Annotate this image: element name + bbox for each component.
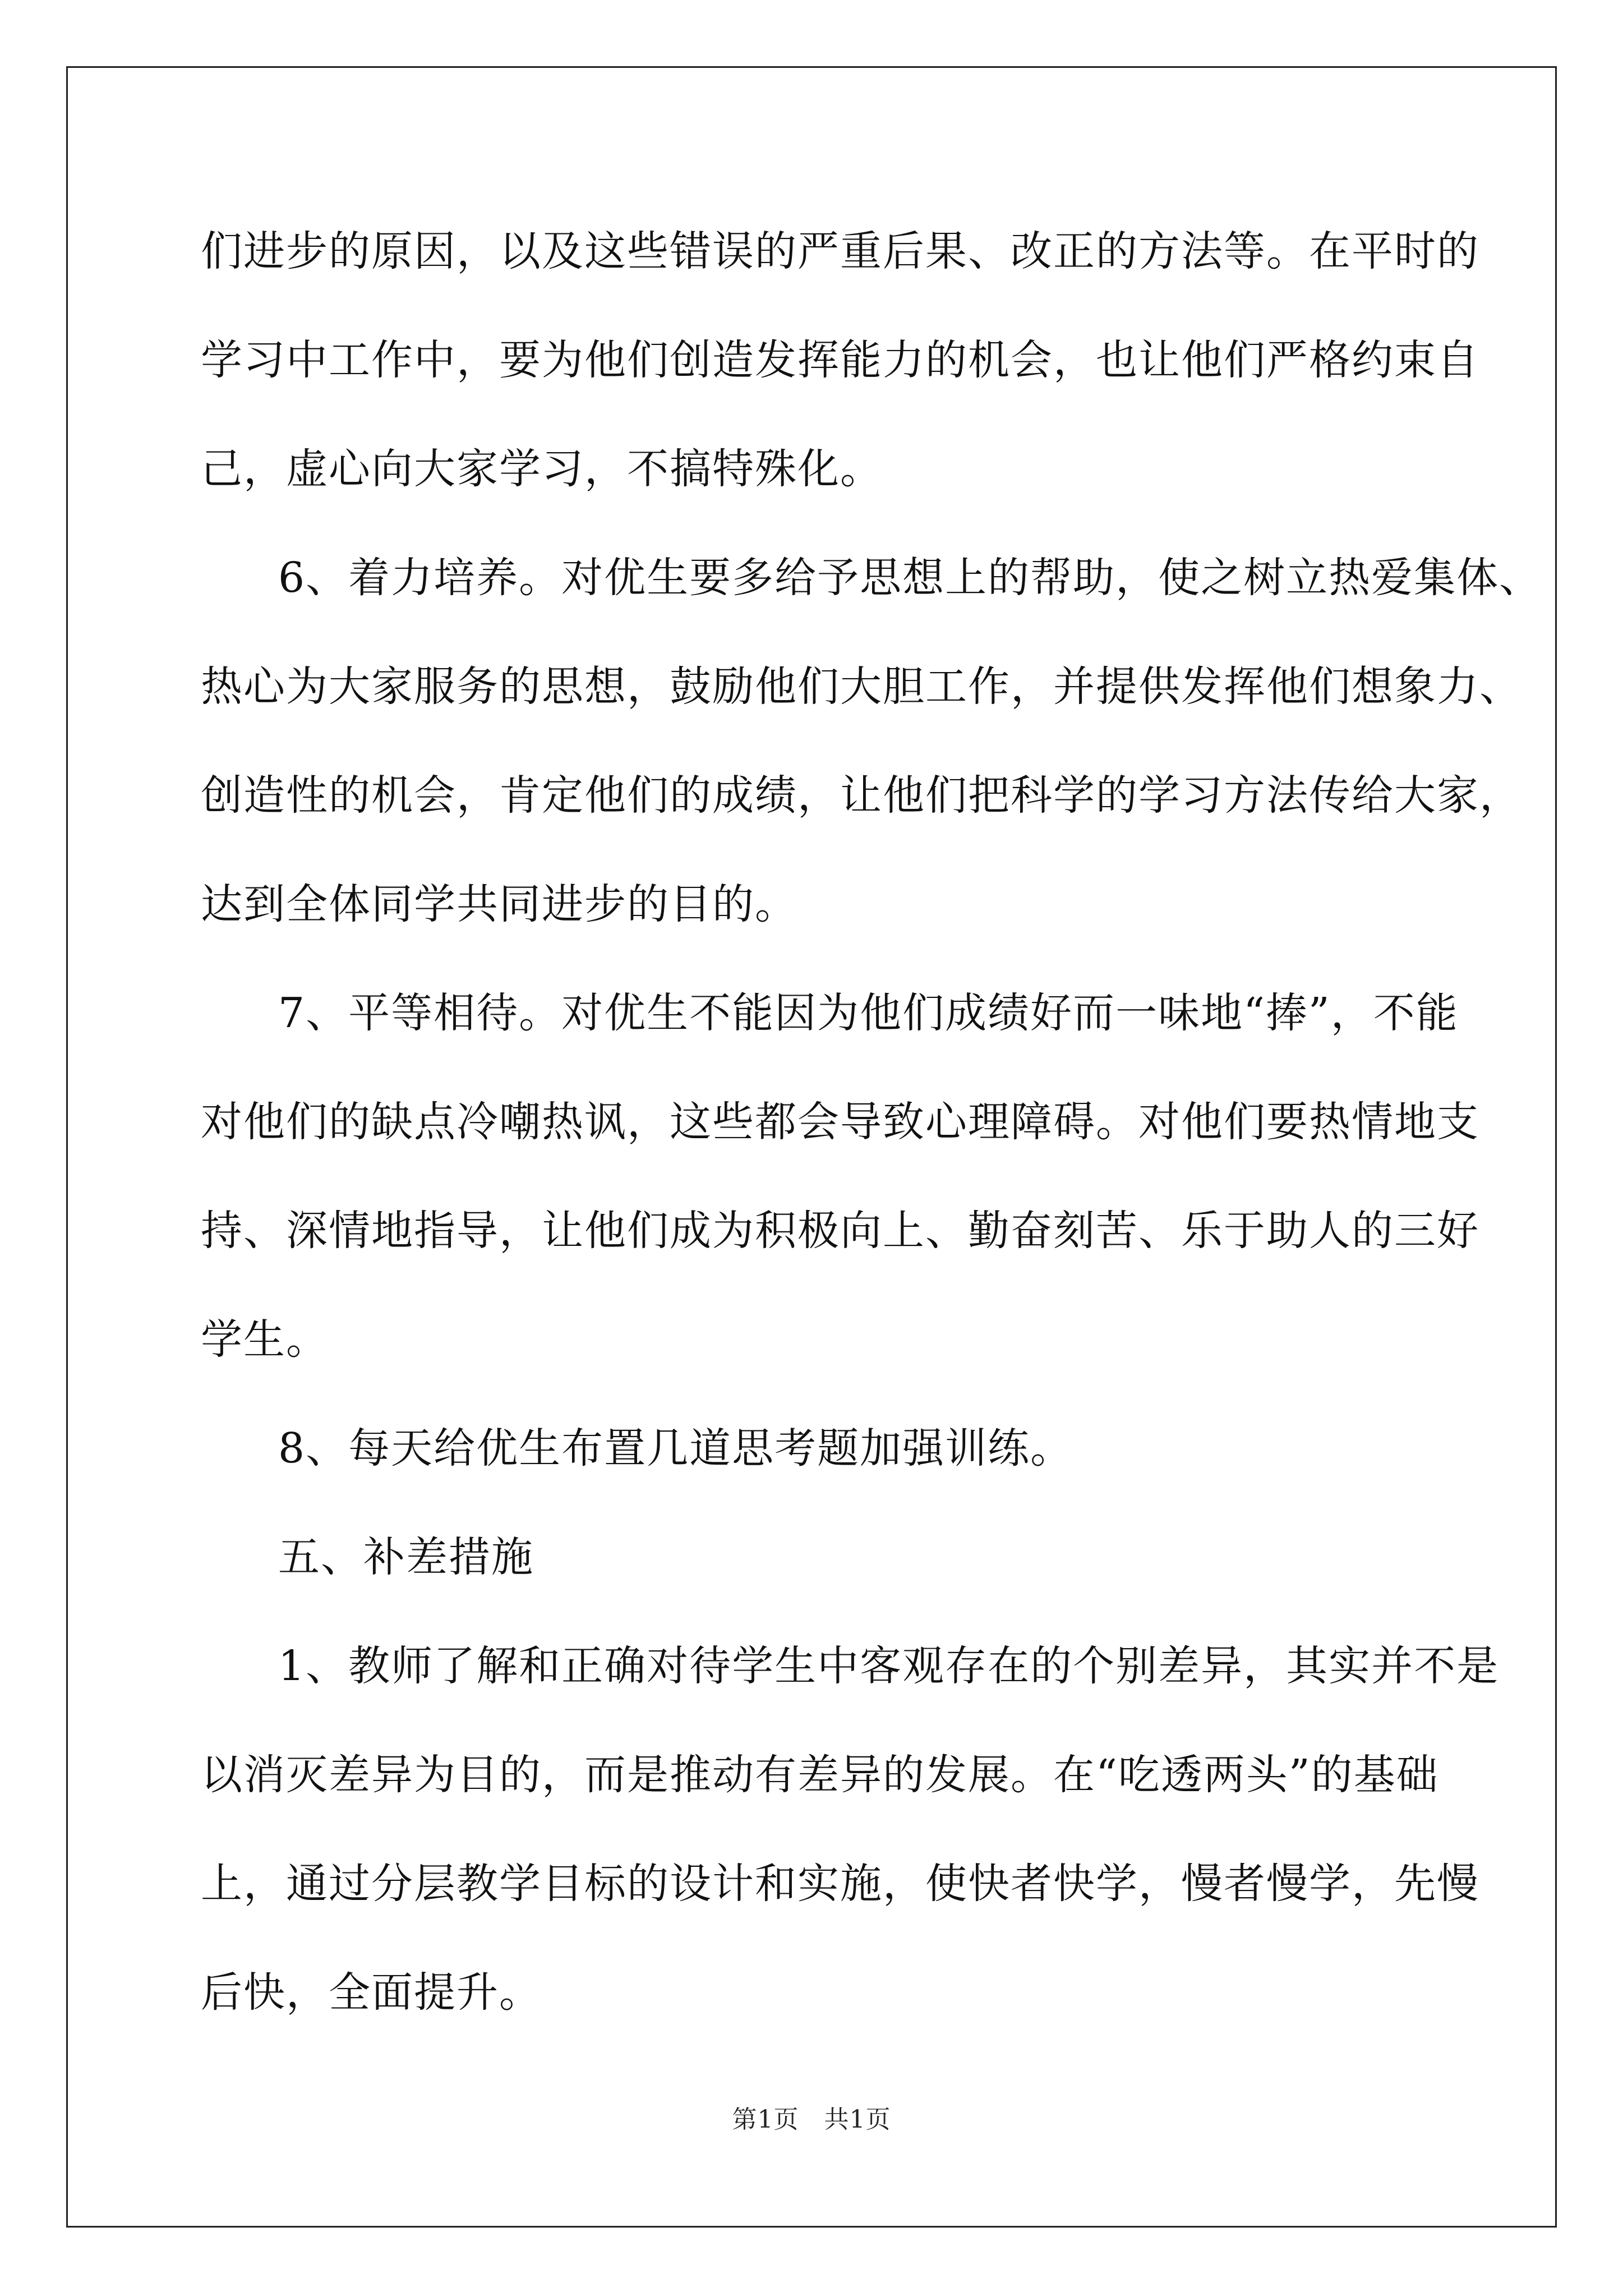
text-line: 上，通过分层教学目标的设计和实施，使快者快学，慢者慢学，先慢 bbox=[201, 1860, 1479, 1908]
text-line: 学生。 bbox=[201, 1315, 329, 1364]
text-line: 己，虚心向大家学习，不搞特殊化。 bbox=[201, 445, 883, 493]
text-line: 五、补差措施 bbox=[278, 1533, 534, 1581]
document-body bbox=[201, 212, 1542, 2062]
text-line: 对他们的缺点冷嘲热讽，这些都会导致心理障碍。对他们要热情地支 bbox=[201, 1098, 1479, 1146]
text-line: 热心为大家服务的思想，鼓励他们大胆工作，并提供发挥他们想象力、 bbox=[201, 662, 1522, 711]
text-line: 6、着力培养。对优生要多给予思想上的帮助，使之树立热爱集体、 bbox=[278, 554, 1542, 602]
text-line: 8、每天给优生布置几道思考题加强训练。 bbox=[278, 1424, 1073, 1473]
text-line: 7、平等相待。对优生不能因为他们成绩好而一味地“捧”，不能 bbox=[278, 989, 1459, 1037]
text-line: 们进步的原因，以及这些错误的严重后果、改正的方法等。在平时的 bbox=[201, 227, 1479, 275]
text-line: 持、深情地指导，让他们成为积极向上、勤奋刻苦、乐于助人的三好 bbox=[201, 1207, 1479, 1255]
text-line: 以消灭差异为目的，而是推动有差异的发展。在“吃透两头”的基础 bbox=[201, 1751, 1439, 1799]
text-line: 1、教师了解和正确对待学生中客观存在的个别差异，其实并不是 bbox=[278, 1642, 1500, 1690]
text-line: 学习中工作中，要为他们创造发挥能力的机会，也让他们严格约束自 bbox=[201, 336, 1479, 384]
page-number-footer: 第1页 共1页 bbox=[732, 2105, 891, 2134]
text-line: 创造性的机会，肯定他们的成绩，让他们把科学的学习方法传给大家， bbox=[201, 771, 1522, 820]
text-line: 达到全体同学共同进步的目的。 bbox=[201, 880, 797, 928]
text-line: 后快，全面提升。 bbox=[201, 1968, 542, 2017]
